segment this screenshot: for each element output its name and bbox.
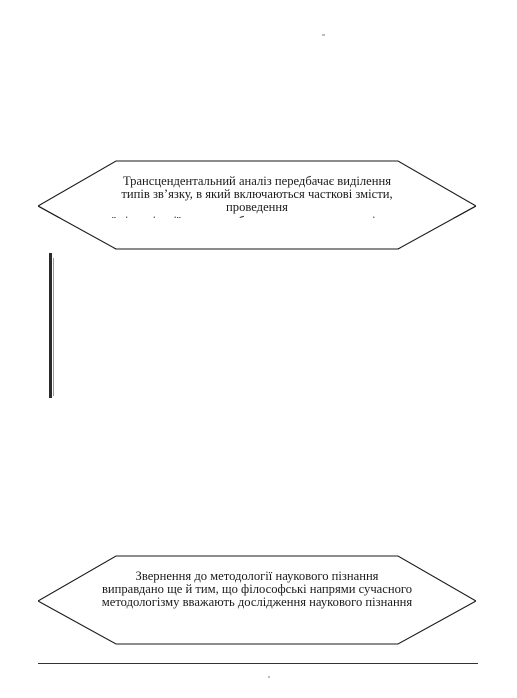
hexagon-1-text: Трансцендентальний аналіз передбачає виділення типів зв’язку, в який включаються часткові змісти, проведення: [121, 174, 393, 215]
scan-clipping: [38, 218, 476, 248]
hexagon-block-1: [38, 160, 476, 250]
scan-speck: [322, 34, 325, 36]
page-bottom-rule: [38, 663, 478, 664]
hexagon-block-2: [38, 555, 476, 645]
margin-scan-line: [53, 258, 54, 396]
margin-scan-bar: [49, 253, 52, 398]
scan-speck: [268, 676, 270, 678]
hexagon-2-text: Звернення до методології наукового пізнання виправдано ще й тим, що філософські напрями сучасного методологізму вважають дослідження наукового пізнання: [101, 569, 413, 610]
